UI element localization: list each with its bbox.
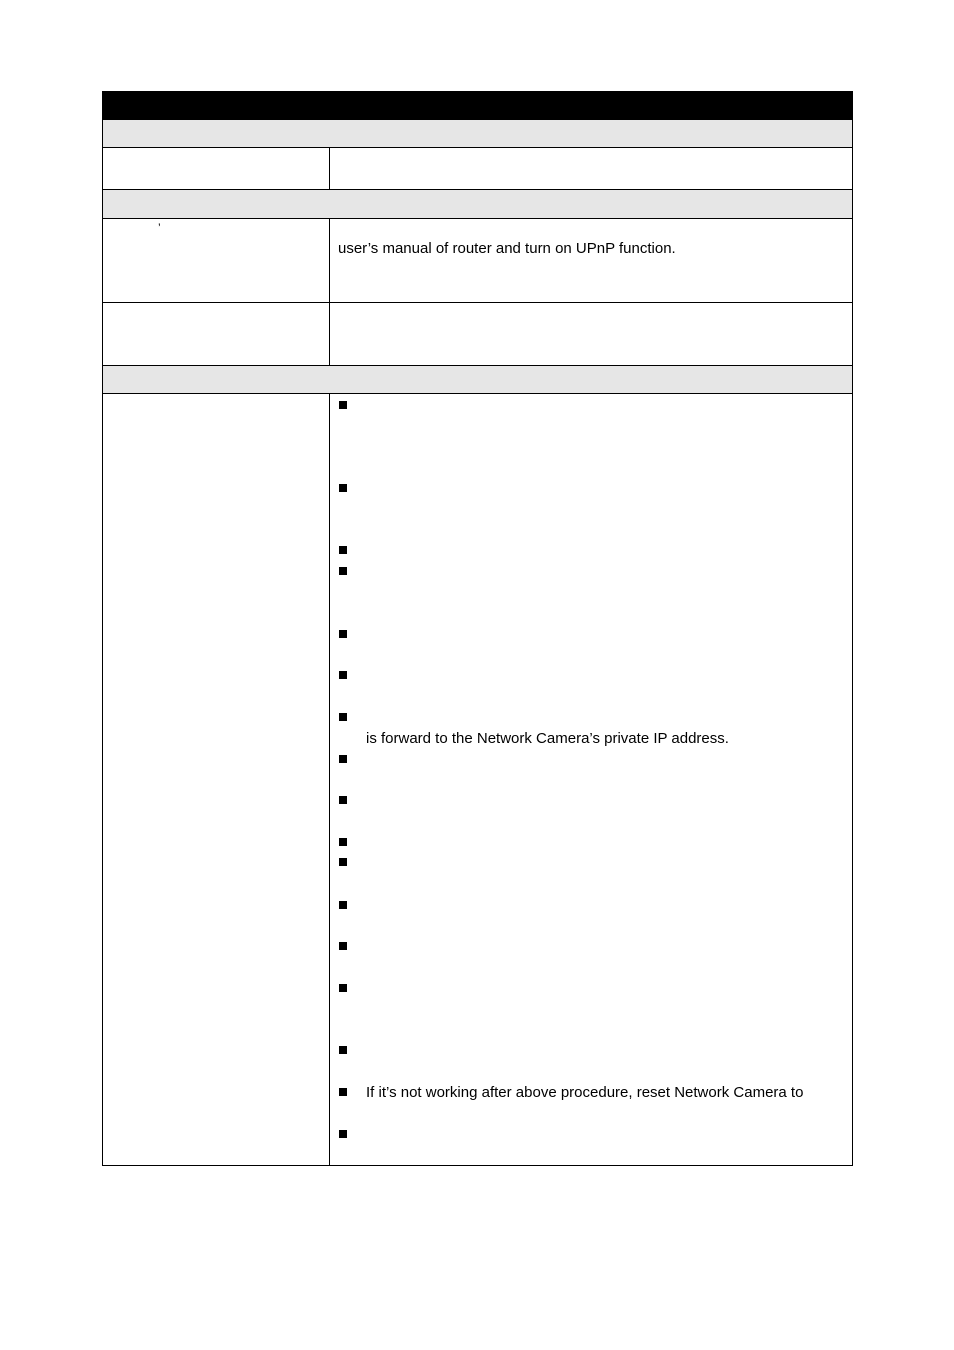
bullet-square-icon <box>339 671 347 679</box>
solution-cell <box>330 148 852 189</box>
forwarding-note-text: is forward to the Network Camera’s private IP address. <box>366 730 729 747</box>
section-heading-row <box>102 120 853 148</box>
bullet-square-icon <box>339 796 347 804</box>
section-heading-row <box>102 190 853 219</box>
table-row <box>102 219 853 303</box>
table-header-bar <box>102 91 853 120</box>
solution-cell <box>330 303 852 365</box>
bullet-square-icon <box>339 942 347 950</box>
bullet-square-icon <box>339 1088 347 1096</box>
bullet-square-icon <box>339 858 347 866</box>
bullet-square-icon <box>339 713 347 721</box>
bullet-square-icon <box>339 567 347 575</box>
bullet-square-icon <box>339 901 347 909</box>
apostrophe-mark: ’ <box>158 221 161 235</box>
table-row <box>102 303 853 366</box>
problem-cell <box>103 303 330 365</box>
bullet-square-icon <box>339 838 347 846</box>
solution-cell <box>330 219 852 302</box>
bullet-square-icon <box>339 484 347 492</box>
table-row <box>102 394 853 1166</box>
troubleshooting-table <box>102 91 853 1166</box>
table-row <box>102 148 853 190</box>
upnp-solution-text: user’s manual of router and turn on UPnP function. <box>338 240 676 257</box>
problem-cell <box>103 148 330 189</box>
bullet-square-icon <box>339 401 347 409</box>
problem-cell <box>103 219 330 302</box>
bullet-square-icon <box>339 1046 347 1054</box>
solution-cell <box>330 394 852 1165</box>
bullet-square-icon <box>339 984 347 992</box>
problem-cell <box>103 394 330 1165</box>
bullet-square-icon <box>339 546 347 554</box>
bullet-square-icon <box>339 1130 347 1138</box>
bullet-square-icon <box>339 755 347 763</box>
bullet-square-icon <box>339 630 347 638</box>
reset-note-text: If it’s not working after above procedure, reset Network Camera to <box>366 1084 804 1101</box>
section-heading-row <box>102 366 853 394</box>
